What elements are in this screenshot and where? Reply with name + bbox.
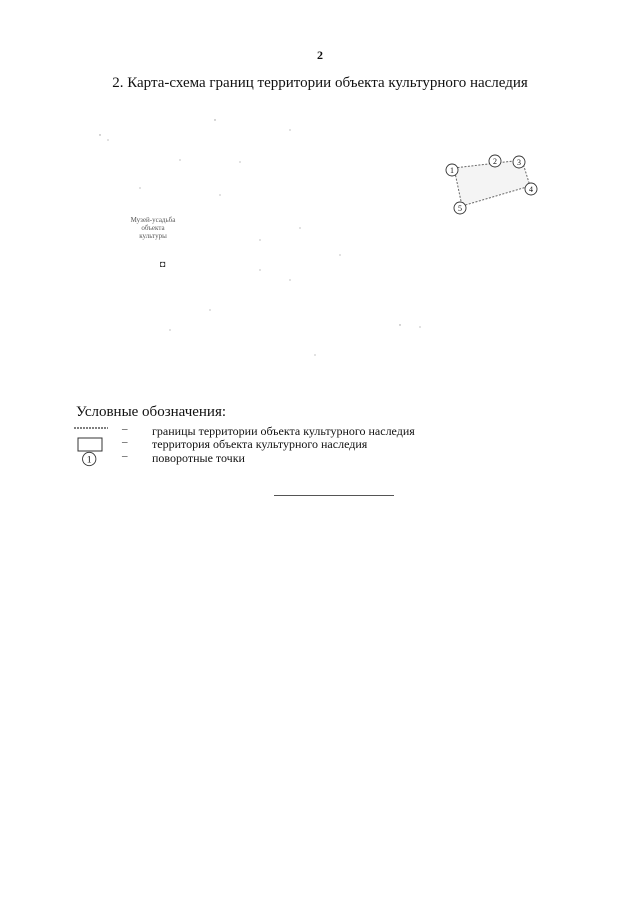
turning-point-label: 1 (450, 166, 454, 175)
legend-item (74, 451, 494, 467)
legend-dash: – (122, 436, 128, 448)
turning-point-icon (74, 451, 108, 467)
map-area (60, 100, 580, 400)
map-specks (60, 100, 580, 400)
map-object-label (118, 216, 188, 240)
legend-text: границы территории объекта культурного наследия (152, 424, 415, 438)
map-marker-icon: ◘ (160, 259, 166, 269)
map-label-line: объекта (141, 224, 165, 232)
legend-dash: – (122, 450, 128, 462)
page-heading: 2. Карта-схема границ территории объекта культурного наследия (112, 75, 528, 91)
turning-point-label: 2 (493, 157, 497, 166)
legend-text: поворотные точки (152, 451, 245, 465)
end-divider (274, 495, 394, 496)
turning-point-label: 3 (517, 158, 521, 167)
legend-text: территория объекта культурного наследия (152, 437, 368, 451)
map-label-line: культуры (139, 232, 167, 240)
legend-title: Условные обозначения: (76, 404, 227, 420)
map-label-line: Музей-усадьба (130, 216, 176, 224)
turning-point-label: 4 (529, 185, 533, 194)
legend-point-symbol: 1 (86, 454, 92, 466)
territory-diagram (440, 150, 540, 222)
legend-dash: – (122, 423, 128, 435)
page-number: 2 (317, 48, 323, 62)
turning-point-label: 5 (458, 204, 462, 213)
